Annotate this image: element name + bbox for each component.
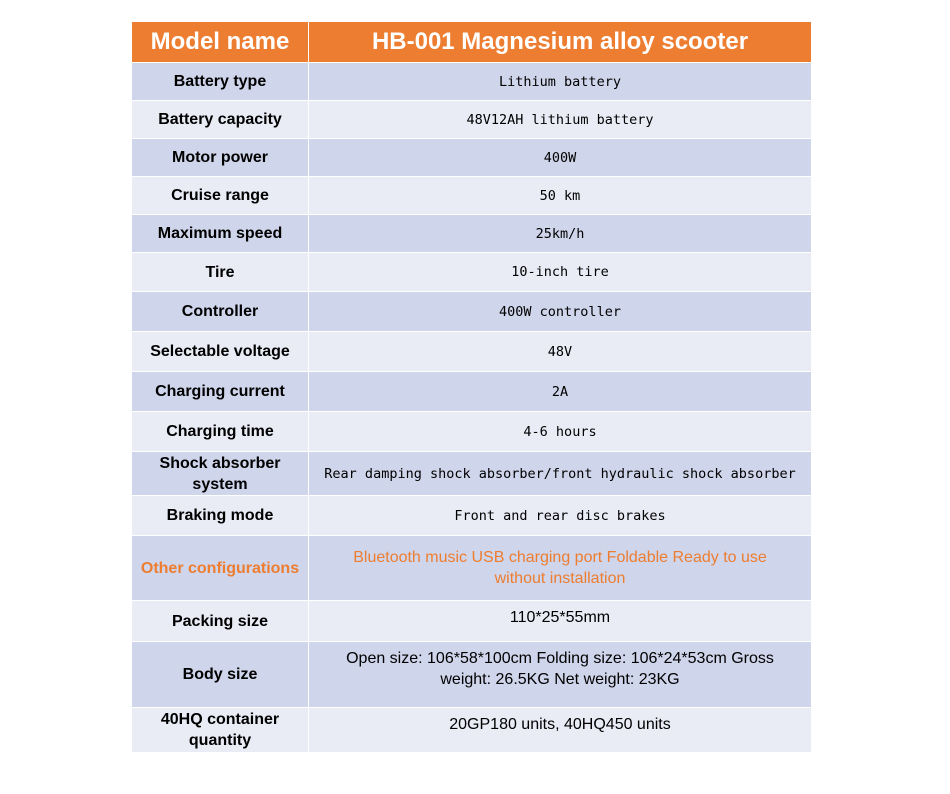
row-label: Maximum speed: [132, 215, 309, 253]
row-label: Other configurations: [132, 536, 309, 601]
table-row: [132, 496, 812, 536]
row-value: 50 km: [309, 177, 812, 215]
spec-table: [131, 21, 812, 753]
row-value: Bluetooth music USB charging port Foldable Ready to use without installation: [309, 536, 812, 601]
row-label: Battery type: [132, 63, 309, 101]
row-value: 110*25*55mm: [309, 601, 812, 642]
table-row: [132, 253, 812, 292]
row-value: Open size: 106*58*100cm Folding size: 106*24*53cm Gross weight: 26.5KG Net weight: 23KG: [309, 642, 812, 708]
row-value: 10-inch tire: [309, 253, 812, 292]
row-value: 4-6 hours: [309, 412, 812, 452]
table-row: [132, 63, 812, 101]
row-value: 2A: [309, 372, 812, 412]
row-value: 25km/h: [309, 215, 812, 253]
row-label: Packing size: [132, 601, 309, 642]
row-label: Selectable voltage: [132, 332, 309, 372]
table-row: [132, 177, 812, 215]
row-label: Charging current: [132, 372, 309, 412]
row-value: 48V: [309, 332, 812, 372]
row-value: 20GP180 units, 40HQ450 units: [309, 708, 812, 753]
row-value: 400W: [309, 139, 812, 177]
table-row: [132, 536, 812, 601]
row-label: Motor power: [132, 139, 309, 177]
row-value: Front and rear disc brakes: [309, 496, 812, 536]
table-row: [132, 101, 812, 139]
table-row: [132, 412, 812, 452]
row-label: Battery capacity: [132, 101, 309, 139]
row-value: Rear damping shock absorber/front hydraulic shock absorber: [309, 452, 812, 496]
row-label: Shock absorber system: [132, 452, 309, 496]
row-label: Body size: [132, 642, 309, 708]
row-label: Tire: [132, 253, 309, 292]
row-label: Braking mode: [132, 496, 309, 536]
table-row: [132, 372, 812, 412]
table-row: [132, 332, 812, 372]
table-row: [132, 215, 812, 253]
row-label: Charging time: [132, 412, 309, 452]
table-row: [132, 292, 812, 332]
row-label: 40HQ container quantity: [132, 708, 309, 753]
table-row: [132, 642, 812, 708]
table-row: [132, 452, 812, 496]
table-row: [132, 601, 812, 642]
table-row: [132, 139, 812, 177]
table-row: [132, 708, 812, 753]
row-label: Cruise range: [132, 177, 309, 215]
header-label: Model name: [132, 22, 309, 63]
row-value: 48V12AH lithium battery: [309, 101, 812, 139]
header-value: HB-001 Magnesium alloy scooter: [309, 22, 812, 63]
row-value: 400W controller: [309, 292, 812, 332]
row-label: Controller: [132, 292, 309, 332]
header-row: [132, 22, 812, 63]
row-value: Lithium battery: [309, 63, 812, 101]
